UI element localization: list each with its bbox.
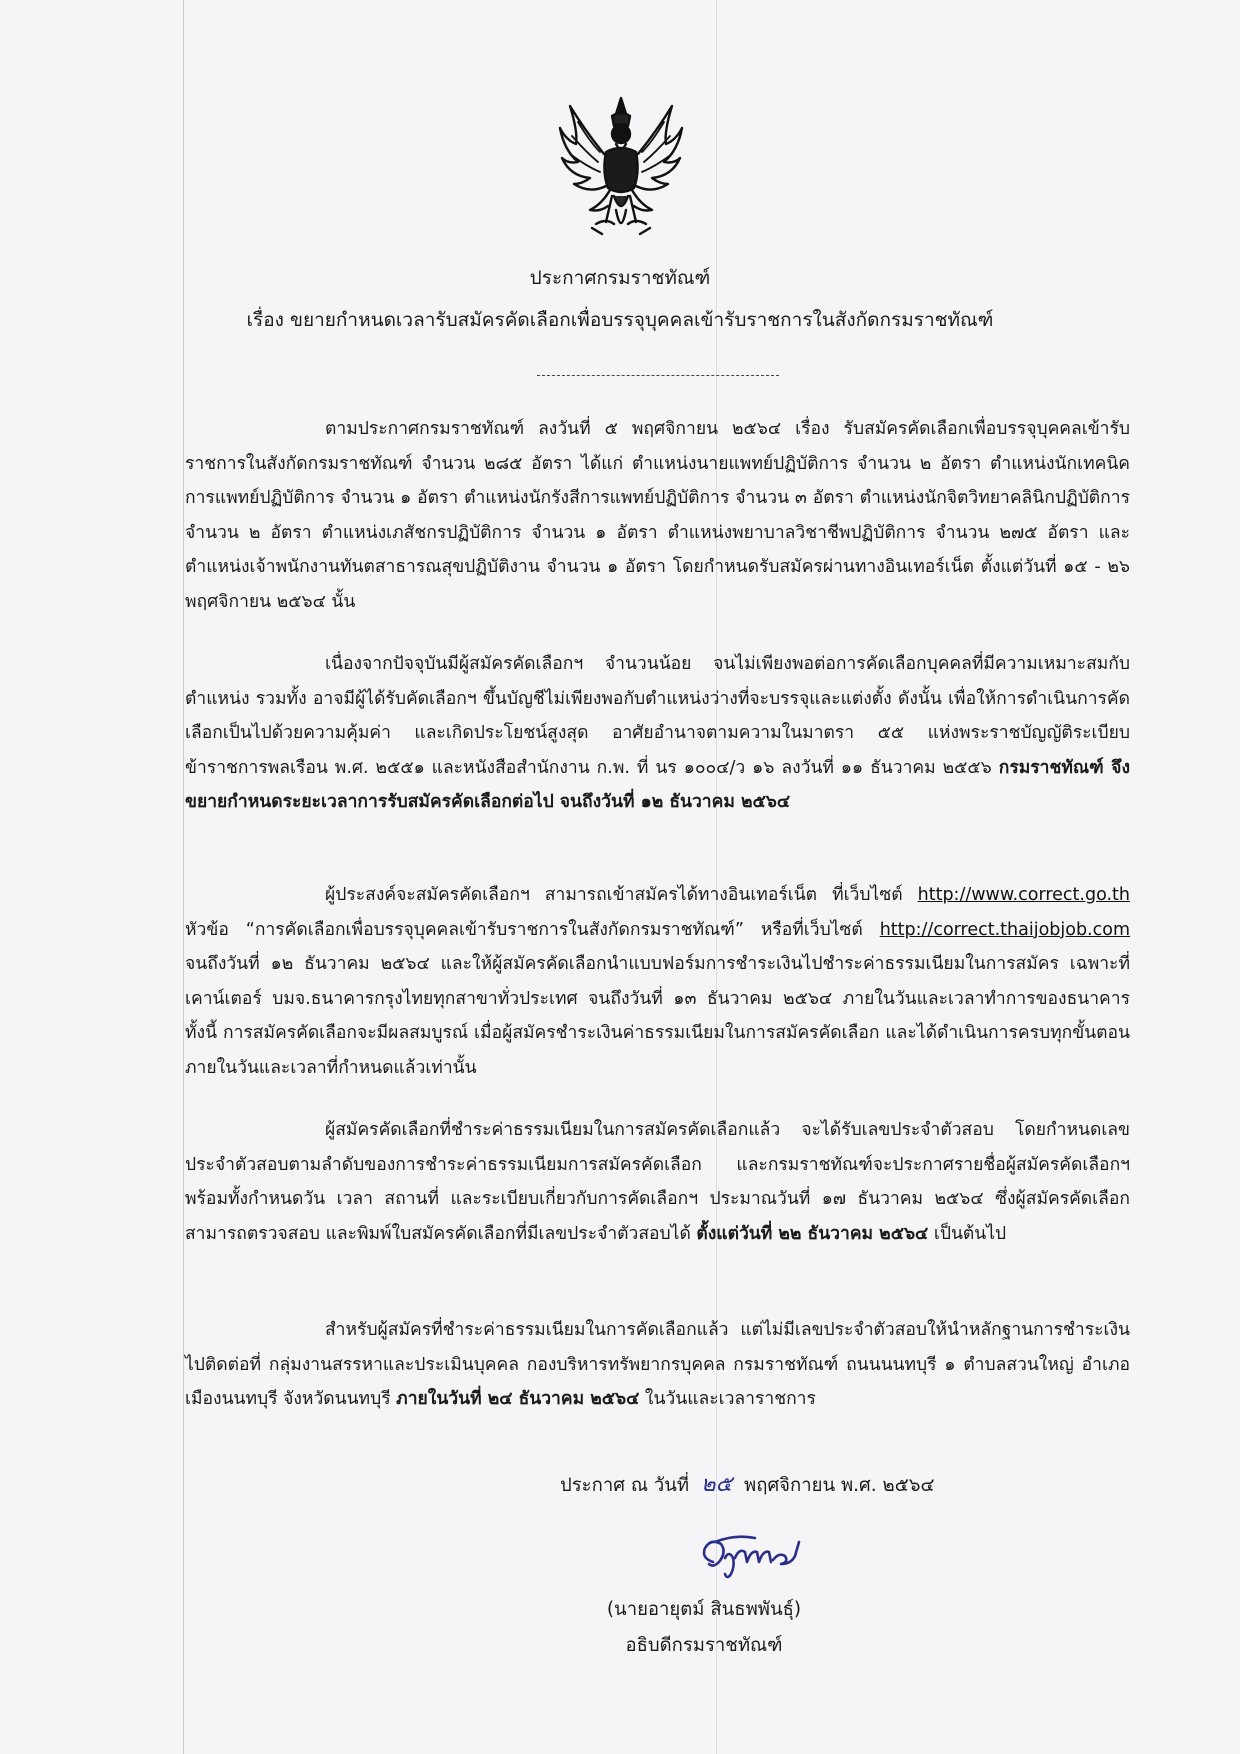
announcement-day-handwritten: ๒๕ bbox=[701, 1472, 733, 1497]
paragraph-5-tail: ในวันและเวลาราชการ bbox=[639, 1389, 816, 1410]
announcement-date bbox=[560, 1470, 935, 1501]
garuda-emblem-icon bbox=[556, 92, 686, 242]
paragraph-5-emphasis: ภายในวันที่ ๒๔ ธันวาคม ๒๕๖๔ bbox=[396, 1389, 640, 1410]
paragraph-4-emphasis: ตั้งแต่วันที่ ๒๒ ธันวาคม ๒๕๖๔ bbox=[696, 1223, 929, 1244]
paragraph-1: ตามประกาศกรมราชทัณฑ์ ลงวันที่ ๕ พฤศจิกายน ๒๕๖๔ เรื่อง รับสมัครคัดเลือกเพื่อบรรจุบุคคลเข้ารับราชการในสังกัดกรมราชทัณฑ์ จำนวน ๒๘๕ อัตรา ได้แก่ ตำแหน่งนายแพทย์ปฏิบัติการ จำนวน ๒ อัตรา ตำแหน่งนักเทคนิคการแพทย์ปฏิบัติการ จำนวน ๑ อัตรา ตำแหน่งนักรังสีการแพทย์ปฏิบัติการ จำนวน ๓ อัตรา ตำแหน่งนักจิตวิทยาคลินิกปฏิบัติการ จำนวน ๒ อัตรา ตำแหน่งเภสัชกรปฏิบัติการ จำนวน ๑ อัตรา ตำแหน่งพยาบาลวิชาชีพปฏิบัติการ จำนวน ๒๗๕ อัตรา และตำแหน่งเจ้าพนักงานทันตสาธารณสุขปฏิบัติงาน จำนวน ๑ อัตรา โดยกำหนดรับสมัครผ่านทางอินเทอร์เน็ต ตั้งแต่วันที่ ๑๕ - ๒๖ พฤศจิกายน ๒๕๖๔ นั้น bbox=[185, 419, 1130, 612]
paragraph-2-emphasis: กรมราชทัณฑ์ จึงขยายกำหนดระยะเวลาการรับสมัครคัดเลือกต่อไป จนถึงวันที่ ๑๒ ธันวาคม ๒๕๖๔ bbox=[185, 757, 1130, 813]
paragraph-3-text-a: ผู้ประสงค์จะสมัครคัดเลือกฯ สามารถเข้าสมัครได้ทางอินเทอร์เน็ต ที่เว็บไซต์ bbox=[325, 885, 918, 905]
paragraph-4-text: ผู้สมัครคัดเลือกที่ชำระค่าธรรมเนียมในการสมัครคัดเลือกแล้ว จะได้รับเลขประจำตัวสอบ โดยกำหนดเลขประจำตัวสอบตามลำดับของการชำระค่าธรรมเนียมการสมัครคัดเลือก และกรมราชทัณฑ์จะประกาศรายชื่อผู้สมัครคัดเลือกฯ พร้อมทั้งกำหนดวัน เวลา สถานที่ และระเบียบเกี่ยวกับการคัดเลือกฯ ประมาณวันที่ ๑๗ ธันวาคม ๒๕๖๔ ซึ่งผู้สมัครคัดเลือกสามารถตรวจสอบ และพิมพ์ใบสมัครคัดเลือกที่มีเลขประจำตัวสอบได้ bbox=[185, 1120, 1130, 1244]
handwritten-signature-icon bbox=[695, 1528, 805, 1584]
paragraph-5-text: สำหรับผู้สมัครที่ชำระค่าธรรมเนียมในการคัดเลือกแล้ว แต่ไม่มีเลขประจำตัวสอบให้นำหลักฐานการชำระเงินไปติดต่อที่ กลุ่มงานสรรหาและประเมินบุคคล กองบริหารทรัพยากรบุคคล กรมราชทัณฑ์ ถนนนนทบุรี ๑ ตำบลสวนใหญ่ อำเภอเมืองนนทบุรี จังหวัดนนทบุรี bbox=[185, 1320, 1130, 1410]
announcement-date-prefix: ประกาศ ณ วันที่ bbox=[560, 1475, 690, 1496]
signer-name: (นายอายุตม์ สินธพพันธุ์) bbox=[606, 1599, 802, 1620]
correct-website-link[interactable]: http://www.correct.go.th bbox=[917, 885, 1130, 905]
signer-title: อธิบดีกรมราชทัณฑ์ bbox=[625, 1635, 783, 1656]
paragraph-3-text-b: หัวข้อ “การคัดเลือกเพื่อบรรจุบุคคลเข้ารับราชการในสังกัดกรมราชทัณฑ์” หรือที่เว็บไซต์ bbox=[185, 919, 880, 940]
paragraph-3-text-c: จนถึงวันที่ ๑๒ ธันวาคม ๒๕๖๔ และให้ผู้สมัครคัดเลือกนำแบบฟอร์มการชำระเงินไปชำระค่าธรรมเนียมในการสมัคร เฉพาะที่เคาน์เตอร์ บมจ.ธนาคารกรุงไทยทุกสาขาทั่วประเทศ จนถึงวันที่ ๑๓ ธันวาคม ๒๕๖๔ ภายในวันและเวลาทำการของธนาคาร ทั้งนี้ การสมัครคัดเลือกจะมีผลสมบูรณ์ เมื่อผู้สมัครชำระเงินค่าธรรมเนียมในการสมัครคัดเลือก และได้ดำเนินการครบทุกขั้นตอน ภายในวันและเวลาที่กำหนดแล้วเท่านั้น bbox=[185, 954, 1130, 1078]
title-divider bbox=[537, 375, 779, 376]
document-subject: เรื่อง ขยายกำหนดเวลารับสมัครคัดเลือกเพื่อบรรจุบุคคลเข้ารับราชการในสังกัดกรมราชทัณฑ์ bbox=[246, 309, 994, 331]
paragraph-3 bbox=[185, 878, 1130, 1086]
paragraph-4 bbox=[185, 1113, 1130, 1251]
announcement-date-suffix: พฤศจิกายน พ.ศ. ๒๕๖๔ bbox=[744, 1475, 935, 1496]
document-title: ประกาศกรมราชทัณฑ์ bbox=[529, 267, 711, 289]
thaijobjob-website-link[interactable]: http://correct.thaijobjob.com bbox=[879, 919, 1130, 940]
paragraph-2-text: เนื่องจากปัจจุบันมีผู้สมัครคัดเลือกฯ จำนวนน้อย จนไม่เพียงพอต่อการคัดเลือกบุคคลที่มีความเหมาะสมกับตำแหน่ง รวมทั้ง อาจมีผู้ได้รับคัดเลือกฯ ขึ้นบัญชีไม่เพียงพอกับตำแหน่งว่างที่จะบรรจุและแต่งตั้ง ดังนั้น เพื่อให้การดำเนินการคัดเลือกเป็นไปด้วยความคุ้มค่า และเกิดประโยชน์สูงสุด อาศัยอำนาจตามความในมาตรา ๕๕ แห่งพระราชบัญญัติระเบียบข้าราชการพลเรือน พ.ศ. ๒๕๕๑ และหนังสือสำนักงาน ก.พ. ที่ นร ๑๐๐๔/ว ๑๖ ลงวันที่ ๑๑ ธันวาคม ๒๕๕๖ bbox=[185, 654, 1130, 778]
paragraph-5 bbox=[185, 1313, 1130, 1417]
paragraph-2 bbox=[185, 647, 1130, 820]
paragraph-4-tail: เป็นต้นไป bbox=[928, 1223, 1007, 1244]
